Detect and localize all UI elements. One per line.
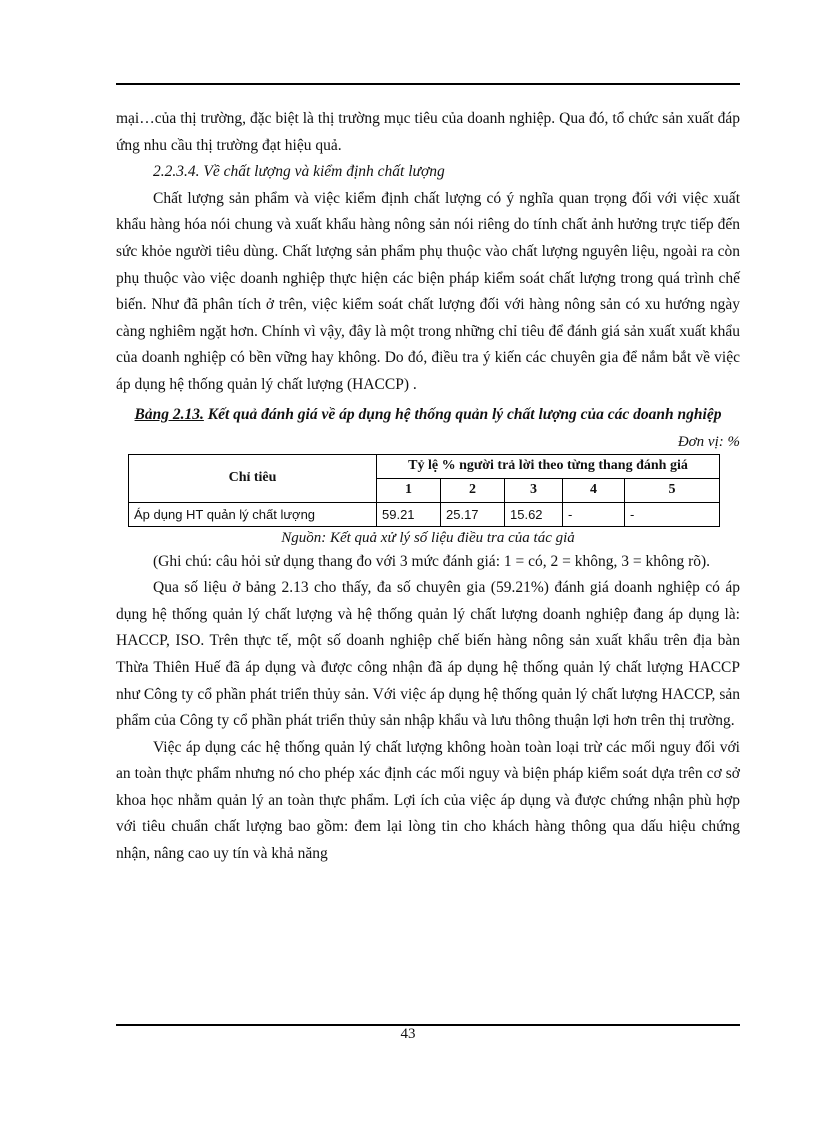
row-criterion: Áp dụng HT quản lý chất lượng bbox=[129, 502, 377, 526]
value-4: - bbox=[563, 502, 625, 526]
value-1: 59.21 bbox=[377, 502, 441, 526]
table-unit: Đơn vị: % bbox=[677, 433, 740, 450]
table-header-row bbox=[129, 454, 720, 478]
value-3: 15.62 bbox=[505, 502, 563, 526]
paragraph-5: Việc áp dụng các hệ thống quản lý chất lượng không hoàn toàn loại trừ các mối nguy đối với an toàn thực phẩm nhưng nó cho phép xác định các mối nguy và biện pháp kiểm soát dựa trên cơ sở khoa học nhằm quản lý an toàn thực phẩm. Lợi ích của việc áp dụng và được chứng nhận phù hợp với tiêu chuẩn chất lượng bao gồm: đem lại lòng tin cho khách hàng thông qua dấu hiệu chứng nhận, nâng cao uy tín và khả năng bbox=[116, 738, 740, 863]
scale-5: 5 bbox=[625, 478, 720, 502]
page-number: 43 bbox=[400, 1026, 416, 1042]
value-5: - bbox=[625, 502, 720, 526]
value-2: 25.17 bbox=[441, 502, 505, 526]
table-row bbox=[129, 502, 720, 526]
table-caption-label: Bảng 2.13. bbox=[134, 405, 204, 423]
section-heading: 2.2.3.4. Về chất lượng và kiểm định chất lượng bbox=[153, 163, 445, 181]
scale-3: 3 bbox=[505, 478, 563, 502]
header-criterion: Chỉ tiêu bbox=[129, 454, 377, 502]
paragraph-1: mại…của thị trường, đặc biệt là thị trường mục tiêu của doanh nghiệp. Qua đó, tổ chức sản xuất đáp ứng nhu cầu thị trường đạt hiệu quả. bbox=[116, 110, 740, 154]
paragraph-2: Chất lượng sản phẩm và việc kiểm định chất lượng có ý nghĩa quan trọng đối với việc xuất khẩu hàng hóa nói chung và xuất khẩu hàng nông sản nói riêng do tính chất ảnh hưởng trực tiếp đến sức khỏe người tiêu dùng. Chất lượng sản phẩm phụ thuộc vào chất lượng nguyên liệu, ngoài ra còn phụ thuộc vào việc doanh nghiệp thực hiện các biện pháp kiểm soát chất lượng trong quá trình chế biến. Như đã phân tích ở trên, việc kiểm soát chất lượng đối với hàng nông sản có xu hướng ngày càng nghiêm ngặt hơn. Chính vì vậy, đây là một trong những chỉ tiêu để đánh giá sản xuất xuất khẩu của doanh nghiệp có bền vững hay không. Do đó, điều tra ý kiến các chuyên gia để nắm bắt về việc áp dụng hệ thống quản lý chất lượng (HACCP) . bbox=[116, 189, 740, 393]
scale-1: 1 bbox=[377, 478, 441, 502]
table-caption bbox=[116, 401, 740, 429]
table-source: Nguồn: Kết quả xử lý số liệu điều tra của tác giả bbox=[281, 529, 575, 546]
paragraph-3: (Ghi chú: câu hỏi sử dụng thang đo với 3 mức đánh giá: 1 = có, 2 = không, 3 = không rõ). bbox=[153, 552, 711, 570]
scale-4: 4 bbox=[563, 478, 625, 502]
header-rule bbox=[116, 83, 740, 85]
results-table bbox=[128, 454, 720, 527]
paragraph-4: Qua số liệu ở bảng 2.13 cho thấy, đa số chuyên gia (59.21%) đánh giá doanh nghiệp có áp dụng hệ thống quản lý chất lượng và hệ thống quản lý chất lượng doanh nghiệp đang áp dụng là: HACCP, ISO. Trên thực tế, một số doanh nghiệp chế biến hàng nông sản xuất khẩu trên địa bàn Thừa Thiên Huế đã áp dụng và được công nhận đã áp dụng hệ thống quản lý chất lượng HACCP như Công ty cổ phần phát triển thủy sản. Với việc áp dụng hệ thống quản lý chất lượng HACCP, sản phẩm của Công ty cổ phần phát triển thủy sản nhập khẩu và lưu thông thuận lợi hơn trên thị trường. bbox=[116, 579, 740, 730]
table-caption-text: Kết quả đánh giá về áp dụng hệ thống quản lý chất lượng của các doanh nghiệp bbox=[203, 405, 722, 423]
scale-2: 2 bbox=[441, 478, 505, 502]
header-scale-group: Tỷ lệ % người trả lời theo từng thang đánh giá bbox=[377, 454, 720, 478]
page-content bbox=[116, 106, 740, 868]
